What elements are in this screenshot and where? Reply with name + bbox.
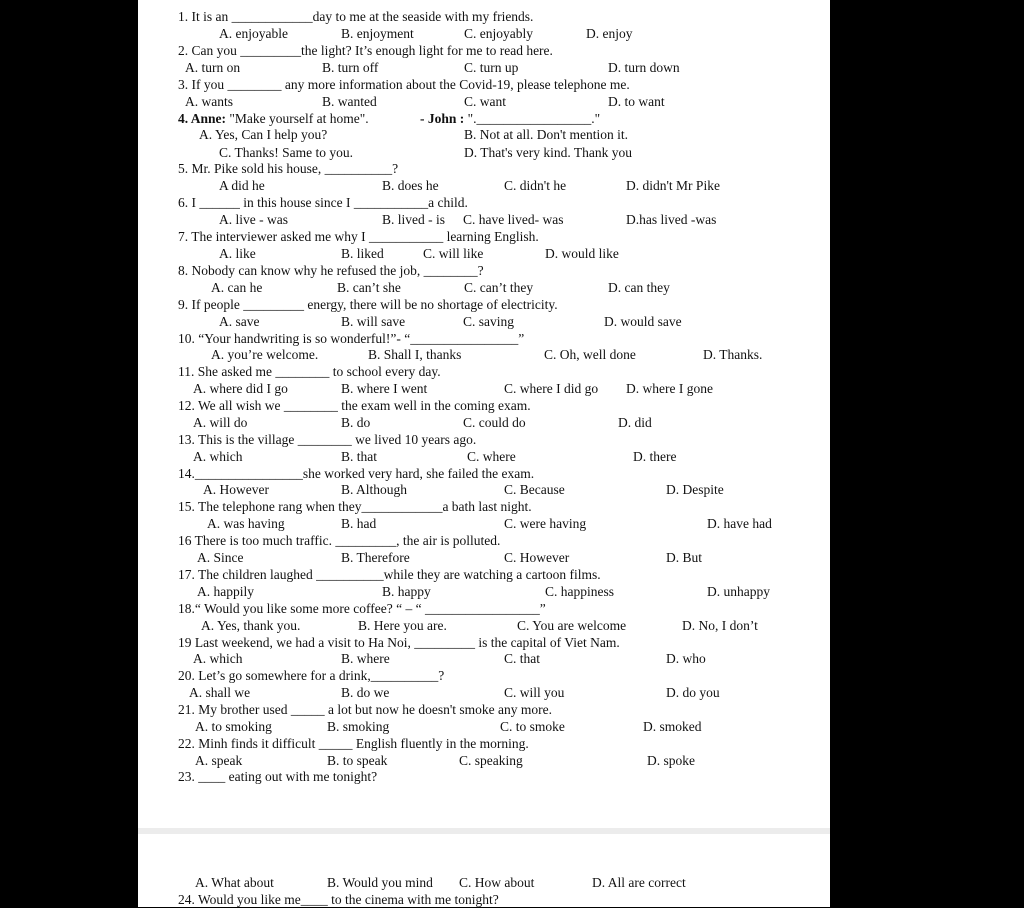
q15-option-c[interactable]: C. were having: [504, 516, 587, 531]
q17-option-d[interactable]: D. unhappy: [707, 584, 770, 599]
q21-option-b[interactable]: B. smoking: [327, 719, 390, 734]
q4-john-line: "._________________.": [464, 111, 601, 126]
question-4: [178, 111, 369, 127]
q5-option-a[interactable]: A did he: [219, 178, 265, 193]
q6-option-b[interactable]: B. lived - is: [382, 212, 445, 227]
q14-option-a[interactable]: A. However: [203, 482, 269, 497]
q15-option-b[interactable]: B. had: [341, 516, 377, 531]
q11-option-b[interactable]: B. where I went: [341, 381, 428, 396]
q6-option-d[interactable]: D.has lived -was: [626, 212, 717, 227]
q9-option-a[interactable]: A. save: [219, 314, 260, 329]
q23-option-a[interactable]: A. What about: [195, 875, 274, 890]
q10-option-a[interactable]: A. you’re welcome.: [211, 347, 319, 362]
question-11: 11. She asked me ________ to school every day.: [178, 364, 441, 379]
q20-option-c[interactable]: C. will you: [504, 685, 565, 700]
q9-option-d[interactable]: D. would save: [604, 314, 682, 329]
q7-option-a[interactable]: A. like: [219, 246, 256, 261]
question-4-reply: [420, 111, 600, 127]
question-1: 1. It is an ____________day to me at the seaside with my friends.: [178, 9, 534, 24]
question-23: 23. ____ eating out with me tonight?: [178, 769, 378, 784]
q18-option-d[interactable]: D. No, I don’t: [682, 618, 758, 633]
q13-option-a[interactable]: A. which: [193, 449, 243, 464]
q3-option-b[interactable]: B. wanted: [322, 94, 377, 109]
question-2: 2. Can you _________the light? It’s enough light for me to read here.: [178, 43, 553, 58]
q8-option-c[interactable]: C. can’t they: [464, 280, 534, 295]
q13-option-c[interactable]: C. where: [467, 449, 516, 464]
q13-option-b[interactable]: B. that: [341, 449, 377, 464]
q6-option-c[interactable]: C. have lived- was: [463, 212, 564, 227]
q4-option-d[interactable]: D. That's very kind. Thank you: [464, 145, 633, 160]
q9-option-c[interactable]: C. saving: [463, 314, 515, 329]
q4-option-b[interactable]: B. Not at all. Don't mention it.: [464, 127, 629, 142]
q21-option-c[interactable]: C. to smoke: [500, 719, 565, 734]
question-8: 8. Nobody can know why he refused the job, ________?: [178, 263, 484, 278]
q12-option-b[interactable]: B. do: [341, 415, 371, 430]
q4-speaker-anne: 4. Anne:: [178, 111, 227, 126]
q7-option-d[interactable]: D. would like: [545, 246, 619, 261]
q16-option-b[interactable]: B. Therefore: [341, 550, 410, 565]
question-5: 5. Mr. Pike sold his house, __________?: [178, 161, 399, 176]
question-14: 14.________________she worked very hard, she failed the exam.: [178, 466, 535, 481]
question-6: 6. I ______ in this house since I ___________a child.: [178, 195, 468, 210]
q16-option-d[interactable]: D. But: [666, 550, 703, 565]
q10-option-d[interactable]: D. Thanks.: [703, 347, 763, 362]
q5-option-d[interactable]: D. didn't Mr Pike: [626, 178, 720, 193]
q2-option-d[interactable]: D. turn down: [608, 60, 680, 75]
q1-option-c[interactable]: C. enjoyably: [464, 26, 533, 41]
q21-option-d[interactable]: D. smoked: [643, 719, 702, 734]
q23-option-c[interactable]: C. How about: [459, 875, 535, 890]
q18-option-b[interactable]: B. Here you are.: [358, 618, 447, 633]
q2-option-a[interactable]: A. turn on: [185, 60, 241, 75]
q3-option-d[interactable]: D. to want: [608, 94, 665, 109]
q17-option-b[interactable]: B. happy: [382, 584, 431, 599]
q4-anne-line: "Make yourself at home".: [226, 111, 369, 126]
q14-option-c[interactable]: C. Because: [504, 482, 565, 497]
q13-option-d[interactable]: D. there: [633, 449, 677, 464]
q2-option-b[interactable]: B. turn off: [322, 60, 379, 75]
q8-option-a[interactable]: A. can he: [211, 280, 263, 295]
q17-option-c[interactable]: C. happiness: [545, 584, 614, 599]
q12-option-a[interactable]: A. will do: [193, 415, 248, 430]
q18-option-c[interactable]: C. You are welcome: [517, 618, 627, 633]
q20-option-a[interactable]: A. shall we: [189, 685, 251, 700]
q15-option-a[interactable]: A. was having: [207, 516, 285, 531]
question-15: 15. The telephone rang when they____________a bath last night.: [178, 499, 532, 514]
q5-option-c[interactable]: C. didn't he: [504, 178, 567, 193]
q16-option-c[interactable]: C. However: [504, 550, 570, 565]
q12-option-c[interactable]: C. could do: [463, 415, 526, 430]
q10-option-c[interactable]: C. Oh, well done: [544, 347, 636, 362]
question-19: 19 Last weekend, we had a visit to Ha Noi, _________ is the capital of Viet Nam.: [178, 635, 620, 650]
question-3: 3. If you ________ any more information about the Covid-19, please telephone me.: [178, 77, 630, 92]
q12-option-d[interactable]: D. did: [618, 415, 652, 430]
q18-option-a[interactable]: A. Yes, thank you.: [201, 618, 301, 633]
question-24: 24. Would you like me____ to the cinema with me tonight?: [178, 892, 499, 907]
question-21: 21. My brother used _____ a lot but now he doesn't smoke any more.: [178, 702, 552, 717]
q20-option-b[interactable]: B. do we: [341, 685, 390, 700]
q17-option-a[interactable]: A. happily: [197, 584, 254, 599]
question-16: 16 There is too much traffic. _________, the air is polluted.: [178, 533, 501, 548]
q4-speaker-john: - John :: [420, 111, 465, 126]
question-22: 22. Minh finds it difficult _____ English fluently in the morning.: [178, 736, 529, 751]
question-18: 18.“ Would you like some more coffee? “ – “ _________________”: [178, 601, 546, 616]
question-20: 20. Let’s go somewhere for a drink,__________?: [178, 668, 445, 683]
q19-option-d[interactable]: D. who: [666, 651, 706, 666]
q9-option-b[interactable]: B. will save: [341, 314, 406, 329]
question-17: 17. The children laughed __________while they are watching a cartoon films.: [178, 567, 601, 582]
q7-option-b[interactable]: B. liked: [341, 246, 384, 261]
q4-option-c[interactable]: C. Thanks! Same to you.: [219, 145, 353, 160]
question-13: 13. This is the village ________ we lived 10 years ago.: [178, 432, 477, 447]
q16-option-a[interactable]: A. Since: [197, 550, 244, 565]
q22-option-b[interactable]: B. to speak: [327, 753, 388, 768]
q19-option-b[interactable]: B. where: [341, 651, 390, 666]
q5-option-b[interactable]: B. does he: [382, 178, 439, 193]
q20-option-d[interactable]: D. do you: [666, 685, 720, 700]
question-12: 12. We all wish we ________ the exam well in the coming exam.: [178, 398, 531, 413]
q1-option-b[interactable]: B. enjoyment: [341, 26, 414, 41]
question-7: 7. The interviewer asked me why I ___________ learning English.: [178, 229, 539, 244]
q3-option-c[interactable]: C. want: [464, 94, 506, 109]
q14-option-d[interactable]: D. Despite: [666, 482, 724, 497]
q15-option-d[interactable]: D. have had: [707, 516, 772, 531]
q22-option-a[interactable]: A. speak: [195, 753, 243, 768]
q21-option-a[interactable]: A. to smoking: [195, 719, 272, 734]
q1-option-a[interactable]: A. enjoyable: [219, 26, 288, 41]
question-10: 10. “Your handwriting is so wonderful!”- “________________”: [178, 331, 525, 346]
q4-option-a[interactable]: A. Yes, Can I help you?: [199, 127, 328, 142]
q8-option-d[interactable]: D. can they: [608, 280, 670, 295]
q14-option-b[interactable]: B. Although: [341, 482, 408, 497]
q10-option-b[interactable]: B. Shall I, thanks: [368, 347, 462, 362]
q6-option-a[interactable]: A. live - was: [219, 212, 288, 227]
q23-option-b[interactable]: B. Would you mind: [327, 875, 433, 890]
q11-option-d[interactable]: D. where I gone: [626, 381, 713, 396]
q1-option-d[interactable]: D. enjoy: [586, 26, 633, 41]
q11-option-a[interactable]: A. where did I go: [193, 381, 288, 396]
q8-option-b[interactable]: B. can’t she: [337, 280, 401, 295]
q22-option-d[interactable]: D. spoke: [647, 753, 695, 768]
q2-option-c[interactable]: C. turn up: [464, 60, 519, 75]
q11-option-c[interactable]: C. where I did go: [504, 381, 599, 396]
q7-option-c[interactable]: C. will like: [423, 246, 484, 261]
question-9: 9. If people _________ energy, there will be no shortage of electricity.: [178, 297, 558, 312]
q19-option-c[interactable]: C. that: [504, 651, 540, 666]
q23-option-d[interactable]: D. All are correct: [592, 875, 686, 890]
q22-option-c[interactable]: C. speaking: [459, 753, 523, 768]
q19-option-a[interactable]: A. which: [193, 651, 243, 666]
q3-option-a[interactable]: A. wants: [185, 94, 233, 109]
